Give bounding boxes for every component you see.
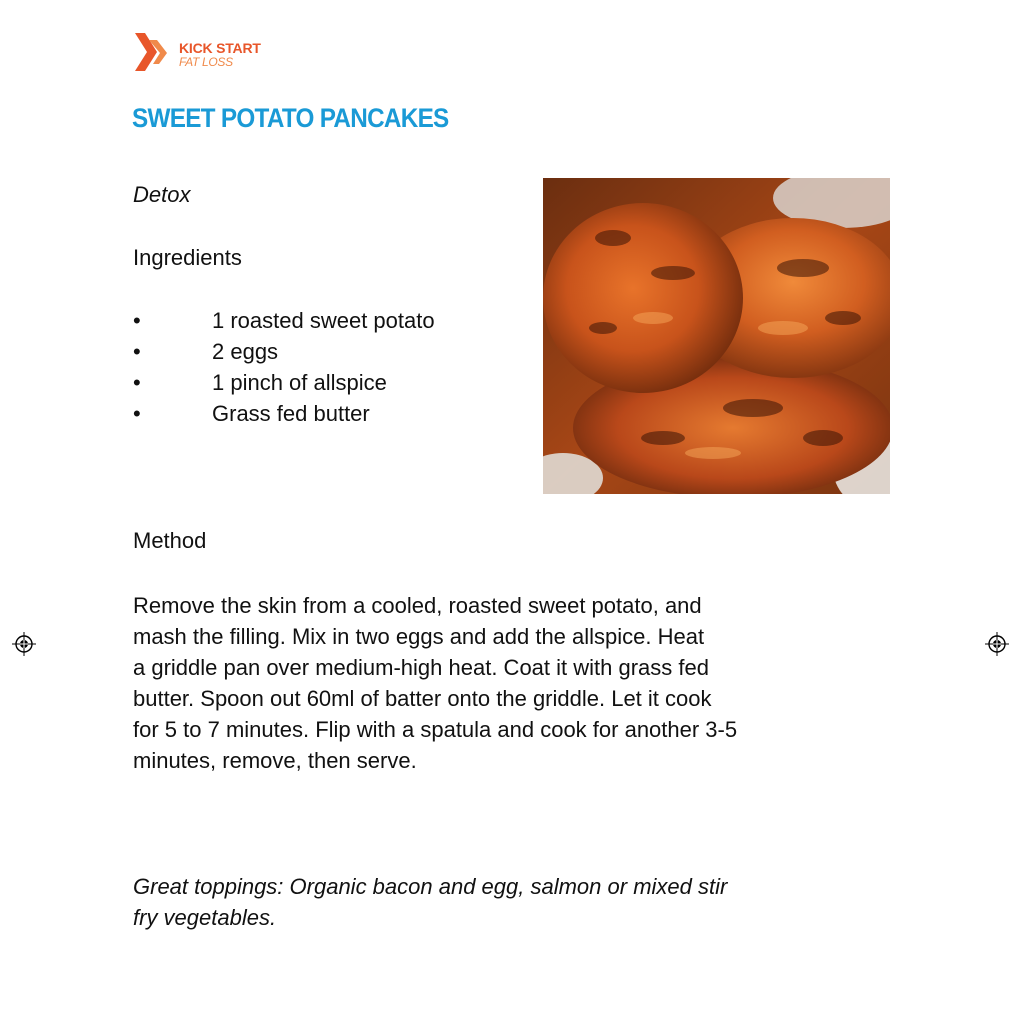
method-line: Remove the skin from a cooled, roasted sweet potato, and [133, 593, 702, 618]
method-line: for 5 to 7 minutes. Flip with a spatula and cook for another 3-5 [133, 717, 738, 742]
method-line: mash the filling. Mix in two eggs and add the allspice. Heat [133, 624, 705, 649]
brand-line2: FAT LOSS [179, 55, 233, 69]
toppings-text [133, 871, 913, 933]
brand-logo [131, 31, 281, 75]
toppings-line: fry vegetables. [133, 905, 277, 930]
toppings-line: Great toppings: Organic bacon and egg, salmon or mixed stir [133, 874, 728, 899]
registration-mark-icon [12, 632, 36, 656]
recipe-title: SWEET POTATO PANCAKES [132, 103, 449, 133]
recipe-category: Detox [133, 182, 191, 207]
pancake-photo [543, 178, 890, 494]
bullet: • [133, 308, 141, 333]
method-line: a griddle pan over medium-high heat. Coat it with grass fed [133, 655, 709, 680]
method-text [133, 590, 913, 776]
ingredient-text: 2 eggs [212, 339, 279, 364]
method-line: butter. Spoon out 60ml of batter onto the griddle. Let it cook [133, 686, 712, 711]
ingredients-heading: Ingredients [133, 245, 242, 270]
method-heading: Method [133, 528, 207, 553]
kick-start-chevron-icon [131, 31, 177, 75]
brand-wordmark [179, 41, 261, 68]
bullet: • [133, 370, 141, 395]
brand-line1: KICK START [179, 40, 261, 56]
method-line: minutes, remove, then serve. [133, 748, 417, 773]
bullet: • [133, 401, 141, 426]
ingredient-text: Grass fed butter [212, 401, 370, 426]
ingredient-text: 1 pinch of allspice [212, 370, 387, 395]
bullet: • [133, 339, 141, 364]
registration-mark-icon [985, 632, 1009, 656]
ingredient-text: 1 roasted sweet potato [212, 308, 435, 333]
